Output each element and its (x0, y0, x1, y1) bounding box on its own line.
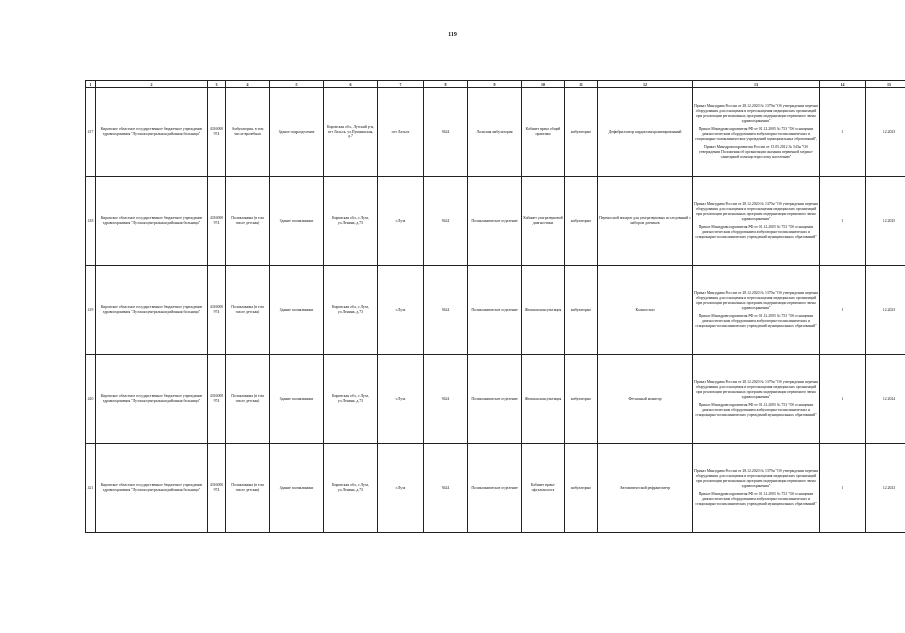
quantity-cell: 1 (820, 266, 866, 355)
legal-document-text: Приказ Минздравсоцразвития РФ от 01.12.2005 № 753 "Об оснащении диагностическим оборудованием амбулаторно-поликлинических и стационарно-поликлинических учреждений муниципальных образований" (695, 225, 817, 239)
room-cell: Кабинет врача-офтальмолога (522, 444, 565, 533)
table-row (86, 444, 905, 533)
legal-basis-cell (693, 177, 820, 266)
organization-cell: Кировское областное государственное бюджетное учреждение здравоохранения "Лузская центральная районная больница" (96, 266, 208, 355)
equipment-cell: Переносной аппарат для ультразвуковых исследований с набором датчиков (598, 177, 693, 266)
unit-cell: Лальская амбулатория (468, 88, 522, 177)
quantity-cell: 1 (820, 88, 866, 177)
legal-document-text: Приказ Минздравсоцразвития РФ от 01.12.2005 № 753 "Об оснащении диагностическим оборудованием амбулаторно-поликлинических и стационарно-поликлинических учреждений муниципальных образований", (694, 127, 818, 141)
deadline-cell: 12.2023 (866, 444, 905, 533)
code-cell: 9424 (424, 355, 468, 444)
room-cell: Женская консультация (522, 355, 565, 444)
building-cell: Здание поликлиники (270, 355, 324, 444)
address-cell: Кировская обл., Лузский р-н, пгт Лальск, ул.Пушкинская, д.7 (324, 88, 378, 177)
locality-cell: г.Луза (378, 355, 424, 444)
code-cell: 9424 (424, 266, 468, 355)
equipment-table (85, 80, 905, 533)
locality-cell: г.Луза (378, 177, 424, 266)
care-type-cell: амбулаторно (565, 444, 598, 533)
unit-cell: Поликлиническое отделение (468, 266, 522, 355)
locality-cell: г.Луза (378, 444, 424, 533)
inn-cell: 4316000974 (208, 88, 226, 177)
row-number: 420 (86, 355, 96, 444)
locality-cell: г.Луза (378, 266, 424, 355)
column-header: 5 (270, 81, 324, 88)
table-row (86, 266, 905, 355)
organization-cell: Кировское областное государственное бюджетное учреждение здравоохранения "Лузская центральная районная больница" (96, 88, 208, 177)
column-header: 1 (86, 81, 96, 88)
building-cell: Здание поликлиники (270, 444, 324, 533)
column-header: 4 (226, 81, 270, 88)
care-type-cell: амбулаторно (565, 177, 598, 266)
table-row (86, 355, 905, 444)
quantity-cell: 1 (820, 177, 866, 266)
column-header: 14 (820, 81, 866, 88)
equipment-cell: Автоматический рефрактометр (598, 444, 693, 533)
code-cell: 9424 (424, 444, 468, 533)
deadline-cell: 12.2023 (866, 266, 905, 355)
locality-cell: пгт Лальск (378, 88, 424, 177)
column-header: 9 (468, 81, 522, 88)
legal-document-text: Приказ Минздрава России от 28.12.2020 № 1379н "Об утверждении перечня оборудования для оснащения и переоснащения медицинских организаций при реализации региональных программ модернизации первичного звена здравоохранения" (694, 202, 818, 221)
facility-type-cell: Поликлиника (в том числе детская) (226, 266, 270, 355)
legal-basis-cell (693, 88, 820, 177)
row-number: 418 (86, 177, 96, 266)
row-number: 421 (86, 444, 96, 533)
legal-document-text: Приказ Минздравсоцразвития РФ от 01.12.2005 № 753 "Об оснащении диагностическим оборудованием амбулаторно-поликлинических и стационарно-поликлинических учреждений муниципальных образований" (695, 492, 817, 506)
code-cell: 9424 (424, 88, 468, 177)
care-type-cell: амбулаторно (565, 88, 598, 177)
organization-cell: Кировское областное государственное бюджетное учреждение здравоохранения "Лузская центральная районная больница" (96, 177, 208, 266)
code-cell: 9424 (424, 177, 468, 266)
legal-document-text: Приказ Минздравсоцразвития РФ от 01.12.2005 № 753 "Об оснащении диагностическим оборудованием амбулаторно-поликлинических и стационарно-поликлинических учреждений муниципальных образований" (695, 403, 817, 417)
quantity-cell: 1 (820, 444, 866, 533)
address-cell: Кировская обл., г.Луза, ул.Ленина, д.73 (324, 355, 378, 444)
equipment-cell: Дефибриллятор кардиосинхронизированный (598, 88, 693, 177)
legal-basis-cell (693, 444, 820, 533)
column-header: 13 (693, 81, 820, 88)
address-cell: Кировская обл., г.Луза, ул.Ленина, д.73 (324, 444, 378, 533)
deadline-cell: 12.2023 (866, 88, 905, 177)
row-number: 417 (86, 88, 96, 177)
legal-document-text: Приказ Минздрава России от 28.12.2020 № 1379н "Об утверждении перечня оборудования для оснащения и переоснащения медицинских организаций при реализации региональных программ модернизации первичного звена здравоохранения" (694, 291, 818, 310)
care-type-cell: амбулаторно (565, 355, 598, 444)
organization-cell: Кировское областное государственное бюджетное учреждение здравоохранения "Лузская центральная районная больница" (96, 444, 208, 533)
inn-cell: 4316000974 (208, 444, 226, 533)
column-header: 11 (565, 81, 598, 88)
room-cell: Кабинет ультразвуковой диагностики (522, 177, 565, 266)
legal-basis-cell (693, 355, 820, 444)
deadline-cell: 12.2025 (866, 177, 905, 266)
column-header: 12 (598, 81, 693, 88)
column-header: 10 (522, 81, 565, 88)
legal-basis-cell (693, 266, 820, 355)
column-header: 6 (324, 81, 378, 88)
table-row (86, 88, 905, 177)
deadline-cell: 12.2024 (866, 355, 905, 444)
quantity-cell: 1 (820, 355, 866, 444)
legal-document-text: Приказ Минздрава России от 28.12.2020 № 1379н "Об утверждении перечня оборудования для оснащения и переоснащения медицинских организаций при реализации региональных программ модернизации первичного звена здравоохранения" (694, 104, 818, 123)
address-cell: Кировская обл., г.Луза, ул.Ленина, д.73 (324, 177, 378, 266)
equipment-cell: Кольпоскоп (598, 266, 693, 355)
room-cell: Женская консультация (522, 266, 565, 355)
inn-cell: 4316000974 (208, 177, 226, 266)
unit-cell: Поликлиническое отделение (468, 177, 522, 266)
page-number: 119 (448, 32, 457, 38)
facility-type-cell: Амбулатория, в том числе врачебная (226, 88, 270, 177)
facility-type-cell: Поликлиника (в том числе детская) (226, 355, 270, 444)
equipment-cell: Фетальный монитор (598, 355, 693, 444)
care-type-cell: амбулаторно (565, 266, 598, 355)
column-header: 2 (96, 81, 208, 88)
table-row (86, 177, 905, 266)
building-cell: Зданое подразделение (270, 88, 324, 177)
row-number: 419 (86, 266, 96, 355)
building-cell: Здание поликлиники (270, 266, 324, 355)
building-cell: Здание поликлиники (270, 177, 324, 266)
column-header: 7 (378, 81, 424, 88)
legal-document-text: Приказ Минздравсоцразвития РФ от 01.12.2005 № 753 "Об оснащении диагностическим оборудованием амбулаторно-поликлинических и стационарно-поликлинических учреждений муниципальных образований" (695, 314, 817, 328)
legal-document-text: Приказ Минздравсоцразвития России от 15.05.2012 № 543н "Об утверждении Положения об организации оказания первичной медико-санитарной помощи взрослому населению" (698, 145, 813, 159)
column-header: 15 (866, 81, 905, 88)
inn-cell: 4316000974 (208, 266, 226, 355)
address-cell: Кировская обл., г.Луза, ул.Ленина, д.73 (324, 266, 378, 355)
column-number-row (86, 81, 905, 88)
unit-cell: Поликлиническое отделение (468, 444, 522, 533)
inn-cell: 4316000974 (208, 355, 226, 444)
column-header: 3 (208, 81, 226, 88)
legal-document-text: Приказ Минздрава России от 28.12.2020 № 1379н "Об утверждении перечня оборудования для оснащения и переоснащения медицинских организаций при реализации региональных программ модернизации первичного звена здравоохранения" (694, 380, 818, 399)
facility-type-cell: Поликлиника (в том числе детская) (226, 177, 270, 266)
column-header: 8 (424, 81, 468, 88)
facility-type-cell: Поликлиника (в том числе детская) (226, 444, 270, 533)
unit-cell: Поликлиническое отделение (468, 355, 522, 444)
organization-cell: Кировское областное государственное бюджетное учреждение здравоохранения "Лузская центральная районная больница" (96, 355, 208, 444)
room-cell: Кабинет врача общей практики (522, 88, 565, 177)
legal-document-text: Приказ Минздрава России от 28.12.2020 № 1379н "Об утверждении перечня оборудования для оснащения и переоснащения медицинских организаций при реализации региональных программ модернизации первичного звена здравоохранения" (694, 469, 818, 488)
